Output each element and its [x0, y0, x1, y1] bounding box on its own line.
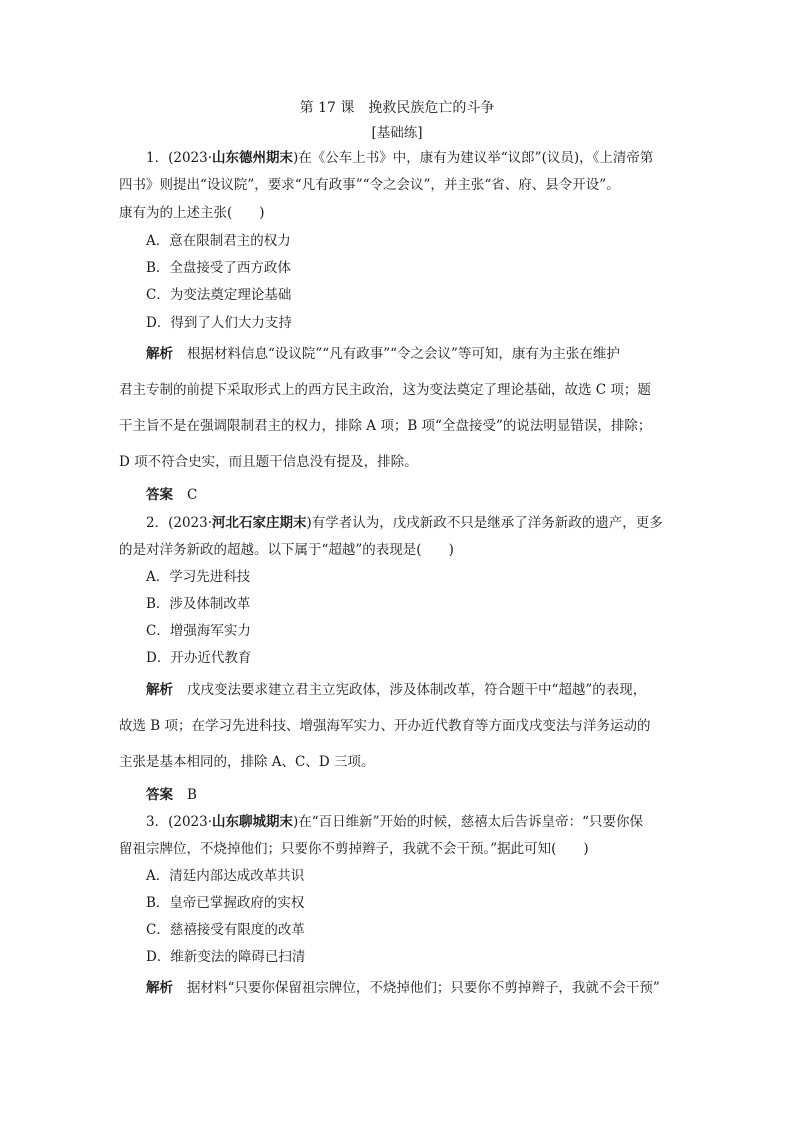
q2-answer: 答案 B	[146, 787, 197, 803]
q2-stem-line-1: 2．(2023·河北石家庄期末)有学者认为，戊戌新政不只是继承了洋务新政的遗产，更多	[146, 515, 663, 531]
lesson-title: 第 17 课 挽救民族危亡的斗争	[299, 100, 495, 116]
q3-analysis-label: 解析	[146, 980, 173, 996]
q1-stem-line-1: 1．(2023·山东德州期末)在《公车上书》中，康有为建议举“议郎”(议员)，《上清帝第	[146, 150, 654, 166]
q2-option-a: A．学习先进科技	[146, 569, 251, 585]
q2-analysis-line-1: 解析 戊戌变法要求建立君主立宪政体，涉及体制改革，符合题干中“超越”的表现，	[146, 682, 647, 698]
q3-option-b: B．皇帝已掌握政府的实权	[146, 895, 305, 911]
q1-option-c: C．为变法奠定理论基础	[146, 287, 292, 303]
q1-option-a: A．意在限制君主的权力	[146, 233, 291, 249]
q2-option-b: B．涉及体制改革	[146, 596, 251, 612]
q1-analysis-line-4: D 项不符合史实，而且题干信息没有提及，排除。	[119, 454, 418, 470]
q1-option-b: B．全盘接受了西方政体	[146, 260, 291, 276]
q1-stem-line-3: 康有为的上述主张( )	[119, 205, 265, 221]
q1-analysis-label: 解析	[146, 346, 173, 362]
q3-stem-line-1: 3．(2023·山东聊城期末)在“百日维新”开始的时候，慈禧太后告诉皇帝：“只要你保	[146, 814, 643, 830]
q3-option-d: D．维新变法的障碍已扫清	[146, 949, 306, 965]
q2-option-d: D．开办近代教育	[146, 650, 252, 666]
q3-analysis-line-1: 解析 据材料“只要你保留祖宗牌位，不烧掉他们；只要你不剪掉辫子，我就不会干预”	[146, 980, 660, 996]
q2-option-c: C．增强海军实力	[146, 623, 251, 639]
q2-stem-line-2: 的是对洋务新政的超越。以下属于“超越”的表现是( )	[119, 542, 454, 558]
q3-option-a: A．清廷内部达成改革共识	[146, 868, 305, 884]
q3-stem-line-2: 留祖宗牌位，不烧掉他们；只要你不剪掉辫子，我就不会干预。”据此可知( )	[119, 841, 589, 857]
q2-analysis-label: 解析	[146, 682, 173, 698]
q2-analysis-line-2: 故选 B 项；在学习先进科技、增强海军实力、开办近代教育等方面戊戌变法与洋务运动的	[119, 718, 651, 734]
q1-answer: 答案 C	[146, 487, 198, 503]
q2-analysis-line-3: 主张是基本相同的，排除 A、C、D 三项。	[119, 754, 375, 770]
q1-option-d: D．得到了人们大力支持	[146, 315, 292, 331]
q1-analysis-line-2: 君主专制的前提下采取形式上的西方民主政治，这为变法奠定了理论基础，故选 C 项；题	[119, 382, 651, 398]
section-label: [基础练]	[371, 125, 423, 141]
q1-stem-line-2: 四书》则提出“设议院”，要求“凡有政事”“令之会议”，并主张“省、府、县令开设”。	[119, 177, 620, 193]
q1-analysis-line-1: 解析 根据材料信息“设议院”“凡有政事”“令之会议”等可知，康有为主张在维护	[146, 346, 620, 362]
q3-option-c: C．慈禧接受有限度的改革	[146, 922, 305, 938]
q1-analysis-line-3: 干主旨不是在强调限制君主的权力，排除 A 项；B 项“全盘接受”的说法明显错误，排除；	[119, 418, 652, 434]
